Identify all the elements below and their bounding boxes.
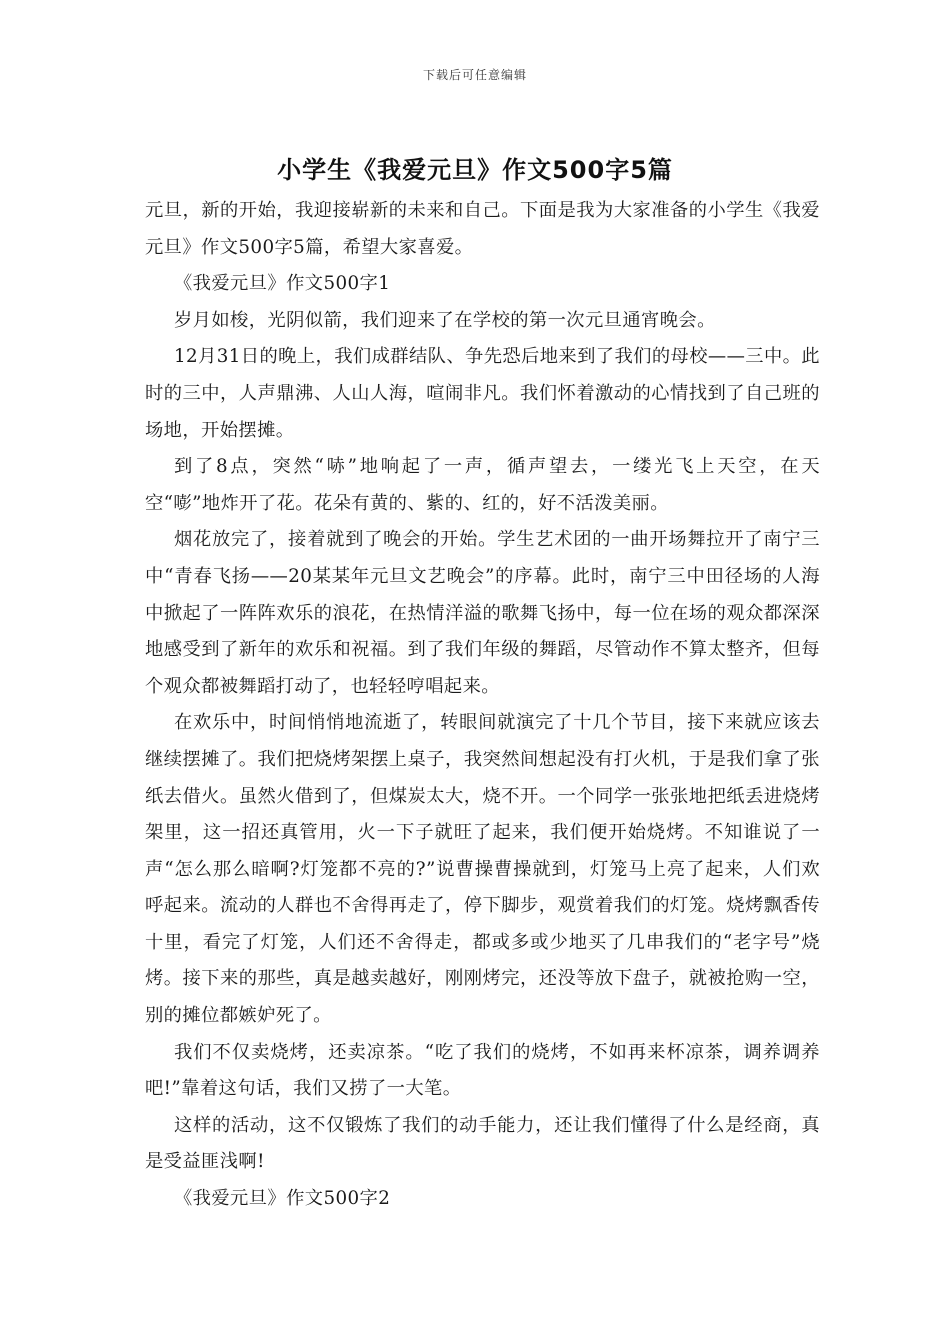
body-paragraph: 岁月如梭，光阴似箭，我们迎来了在学校的第一次元旦通宵晚会。 — [174, 309, 716, 331]
document-title: 小学生《我爱元旦》作文500字5篇 — [277, 156, 673, 184]
body-paragraph: 12月31日的晚上，我们成群结队、争先恐后地来到了我们的母校——三中。此时的三中，人声鼎沸、人山人海，喧闹非凡。我们怀着激动的心情找到了自己班的场地，开始摆摊。 — [145, 346, 820, 441]
document-body — [145, 193, 820, 1218]
section-heading-2: 《我爱元旦》作文500字2 — [174, 1188, 391, 1210]
body-paragraph: 到了8点，突然“哧”地响起了一声，循声望去，一缕光飞上天空，在天空“嘭”地炸开了花。花朵有黄的、紫的、红的，好不活泼美丽。 — [145, 456, 820, 514]
section-heading-1: 《我爱元旦》作文500字1 — [174, 273, 391, 295]
intro-paragraph: 元旦，新的开始，我迎接崭新的未来和自己。下面是我为大家准备的小学生《我爱元旦》作文500字5篇，希望大家喜爱。 — [145, 200, 820, 258]
page-header-note: 下载后可任意编辑 — [422, 68, 527, 82]
body-paragraph: 烟花放完了，接着就到了晚会的开始。学生艺术团的一曲开场舞拉开了南宁三中“青春飞扬——20某某年元旦文艺晚会”的序幕。此时，南宁三中田径场的人海中掀起了一阵阵欢乐的浪花，在热情洋溢的歌舞飞扬中，每一位在场的观众都深深地感受到了新年的欢乐和祝福。到了我们年级的舞蹈，尽管动作不算太整齐，但每个观众都被舞蹈打动了，也轻轻哼唱起来。 — [145, 529, 820, 697]
body-paragraph: 在欢乐中，时间悄悄地流逝了，转眼间就演完了十几个节目，接下来就应该去继续摆摊了。我们把烧烤架摆上桌子，我突然间想起没有打火机，于是我们拿了张纸去借火。虽然火借到了，但煤炭太大，烧不开。一个同学一张张地把纸丢进烧烤架里，这一招还真管用，火一下子就旺了起来，我们便开始烧烤。不知谁说了一声“怎么那么暗啊?灯笼都不亮的?”说曹操曹操就到，灯笼马上亮了起来，人们欢呼起来。流动的人群也不舍得再走了，停下脚步，观赏着我们的灯笼。烧烤飘香传十里，看完了灯笼，人们还不舍得走，都或多或少地买了几串我们的“老字号”烧烤。接下来的那些，真是越卖越好，刚刚烤完，还没等放下盘子，就被抢购一空，别的摊位都嫉妒死了。 — [145, 712, 820, 1027]
body-paragraph: 我们不仅卖烧烤，还卖凉茶。“吃了我们的烧烤，不如再来杯凉茶，调养调养吧!”靠着这句话，我们又捞了一大笔。 — [145, 1041, 820, 1100]
body-paragraph: 这样的活动，这不仅锻炼了我们的动手能力，还让我们懂得了什么是经商，真是受益匪浅啊! — [145, 1114, 820, 1173]
